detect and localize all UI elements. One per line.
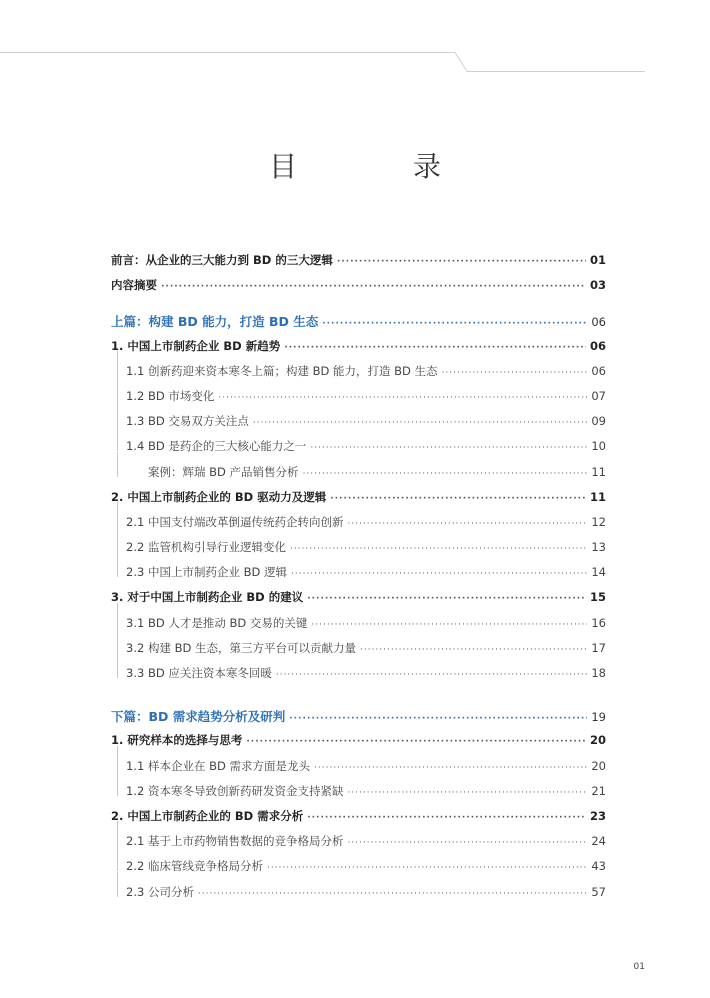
toc-entry-page: 20 xyxy=(591,758,606,773)
leader-dots xyxy=(253,418,588,428)
toc-subsection[interactable] xyxy=(111,858,606,883)
toc-entry-page: 07 xyxy=(591,388,606,403)
page-title: 目 录 xyxy=(268,150,485,183)
toc-entry-page: 03 xyxy=(589,278,606,293)
header-decoration xyxy=(0,0,710,80)
toc-subsection[interactable] xyxy=(111,438,606,463)
toc-entry-label: 案例：辉瑞 BD 产品销售分析 xyxy=(148,464,299,479)
leader-dots xyxy=(311,620,587,630)
toc-section[interactable] xyxy=(111,589,606,614)
toc-entry-label: 上篇：构建 BD 能力，打造 BD 生态 xyxy=(111,314,319,330)
toc-subsection[interactable] xyxy=(111,665,606,690)
toc-entry-label: 2. 中国上市制药企业的 BD 需求分析 xyxy=(111,808,304,823)
toc-entry-label: 1. 中国上市制药企业 BD 新趋势 xyxy=(111,338,281,353)
leader-dots xyxy=(289,714,587,724)
toc-entry-label: 3.3 BD 应关注资本寒冬回暖 xyxy=(126,666,272,680)
toc-entry-label: 下篇：BD 需求趋势分析及研判 xyxy=(111,709,286,725)
toc-subsection[interactable] xyxy=(111,564,606,589)
toc-entry-page: 43 xyxy=(591,859,606,874)
leader-dots xyxy=(322,319,587,329)
toc-entry-page: 23 xyxy=(589,808,606,823)
toc-case-entry[interactable] xyxy=(111,464,606,489)
toc-entry-page: 17 xyxy=(591,640,606,655)
toc-subsection[interactable] xyxy=(111,640,606,665)
toc-entry-page: 10 xyxy=(591,439,606,454)
leader-dots xyxy=(307,594,586,604)
toc-entry-label: 2.1 中国支付端改革倒逼传统药企转向创新 xyxy=(126,514,344,529)
toc-entry-label: 1. 研究样本的选择与思考 xyxy=(111,733,243,748)
leader-dots xyxy=(246,737,586,747)
leader-dots xyxy=(347,788,587,798)
leader-dots xyxy=(314,763,587,773)
toc-entry-label: 1.3 BD 交易双方关注点 xyxy=(126,414,249,429)
toc-entry-page: 11 xyxy=(591,464,606,479)
leader-dots xyxy=(310,443,587,453)
toc-entry-page: 09 xyxy=(591,414,606,429)
toc-entry-page: 21 xyxy=(591,783,606,798)
toc-part-heading-1[interactable] xyxy=(111,312,606,337)
toc-entry-page: 20 xyxy=(589,733,606,748)
leader-dots xyxy=(291,569,587,579)
leader-dots xyxy=(218,393,587,403)
leader-dots xyxy=(330,494,586,504)
leader-dots xyxy=(347,519,587,529)
toc-subsection[interactable] xyxy=(111,514,606,539)
toc-entry-page: 06 xyxy=(591,315,606,330)
toc-entry-page: 13 xyxy=(591,540,606,555)
toc-entry-label: 2.2 监管机构引导行业逻辑变化 xyxy=(126,540,286,555)
toc-entry-page: 16 xyxy=(591,615,606,630)
toc-subsection[interactable] xyxy=(111,388,606,413)
toc-subsection[interactable] xyxy=(111,884,606,909)
toc-section[interactable] xyxy=(111,338,606,363)
toc-entry-summary[interactable] xyxy=(111,277,606,302)
leader-dots xyxy=(284,343,586,353)
toc-section[interactable] xyxy=(111,732,606,757)
toc-entry-label: 1.1 样本企业在 BD 需求方面是龙头 xyxy=(126,758,310,773)
toc-entry-page: 11 xyxy=(589,489,606,504)
toc-subsection[interactable] xyxy=(111,363,606,388)
toc-entry-page: 19 xyxy=(591,710,606,725)
toc-subsection[interactable] xyxy=(111,758,606,783)
toc-entry-label: 内容摘要 xyxy=(111,278,157,293)
toc-entry-page: 18 xyxy=(591,666,606,680)
leader-dots xyxy=(198,889,587,899)
toc-entry-page: 01 xyxy=(589,253,606,267)
toc-entry-label: 2.3 中国上市制药企业 BD 逻辑 xyxy=(126,565,287,580)
toc-entry-page: 06 xyxy=(591,363,606,378)
toc-subsection[interactable] xyxy=(111,615,606,640)
toc-entry-label: 2.1 基于上市药物销售数据的竞争格局分析 xyxy=(126,834,344,849)
toc-entry-label: 1.2 资本寒冬导致创新药研发资金支持紧缺 xyxy=(126,783,344,798)
leader-dots xyxy=(303,469,588,479)
table-of-contents xyxy=(111,252,606,909)
toc-entry-label: 1.4 BD 是药企的三大核心能力之一 xyxy=(126,439,307,454)
leader-dots xyxy=(360,645,587,655)
toc-entry-label: 2.2 临床管线竞争格局分析 xyxy=(126,859,263,874)
toc-entry-page: 14 xyxy=(591,565,606,580)
leader-dots xyxy=(337,257,586,267)
leader-dots xyxy=(307,813,586,823)
toc-entry-page: 06 xyxy=(589,338,606,353)
leader-dots xyxy=(276,670,588,680)
toc-entry-preface[interactable] xyxy=(111,252,606,277)
toc-section[interactable] xyxy=(111,489,606,514)
toc-entry-label: 1.2 BD 市场变化 xyxy=(126,388,215,403)
toc-part-heading-2[interactable] xyxy=(111,707,606,732)
leader-dots xyxy=(161,282,586,292)
leader-dots xyxy=(267,863,587,873)
toc-entry-label: 3. 对于中国上市制药企业 BD 的建议 xyxy=(111,590,304,605)
toc-subsection[interactable] xyxy=(111,539,606,564)
leader-dots xyxy=(347,838,587,848)
toc-entry-page: 24 xyxy=(591,834,606,849)
toc-entry-label: 前言：从企业的三大能力到 BD 的三大逻辑 xyxy=(111,253,333,267)
leader-dots xyxy=(442,368,588,378)
toc-entry-page: 12 xyxy=(591,514,606,529)
toc-entry-label: 1.1 创新药迎来资本寒冬上篇；构建 BD 能力，打造 BD 生态 xyxy=(126,363,438,378)
toc-entry-label: 2.3 公司分析 xyxy=(126,884,194,899)
toc-entry-label: 3.1 BD 人才是推动 BD 交易的关键 xyxy=(126,615,308,630)
leader-dots xyxy=(290,544,587,554)
toc-section[interactable] xyxy=(111,808,606,833)
toc-subsection[interactable] xyxy=(111,783,606,808)
toc-entry-label: 2. 中国上市制药企业的 BD 驱动力及逻辑 xyxy=(111,489,327,504)
toc-subsection[interactable] xyxy=(111,833,606,858)
toc-entry-label: 3.2 构建 BD 生态，第三方平台可以贡献力量 xyxy=(126,640,356,655)
page-number: 01 xyxy=(633,962,645,972)
toc-entry-page: 57 xyxy=(591,884,606,899)
toc-entry-page: 15 xyxy=(589,590,606,605)
toc-subsection[interactable] xyxy=(111,413,606,438)
